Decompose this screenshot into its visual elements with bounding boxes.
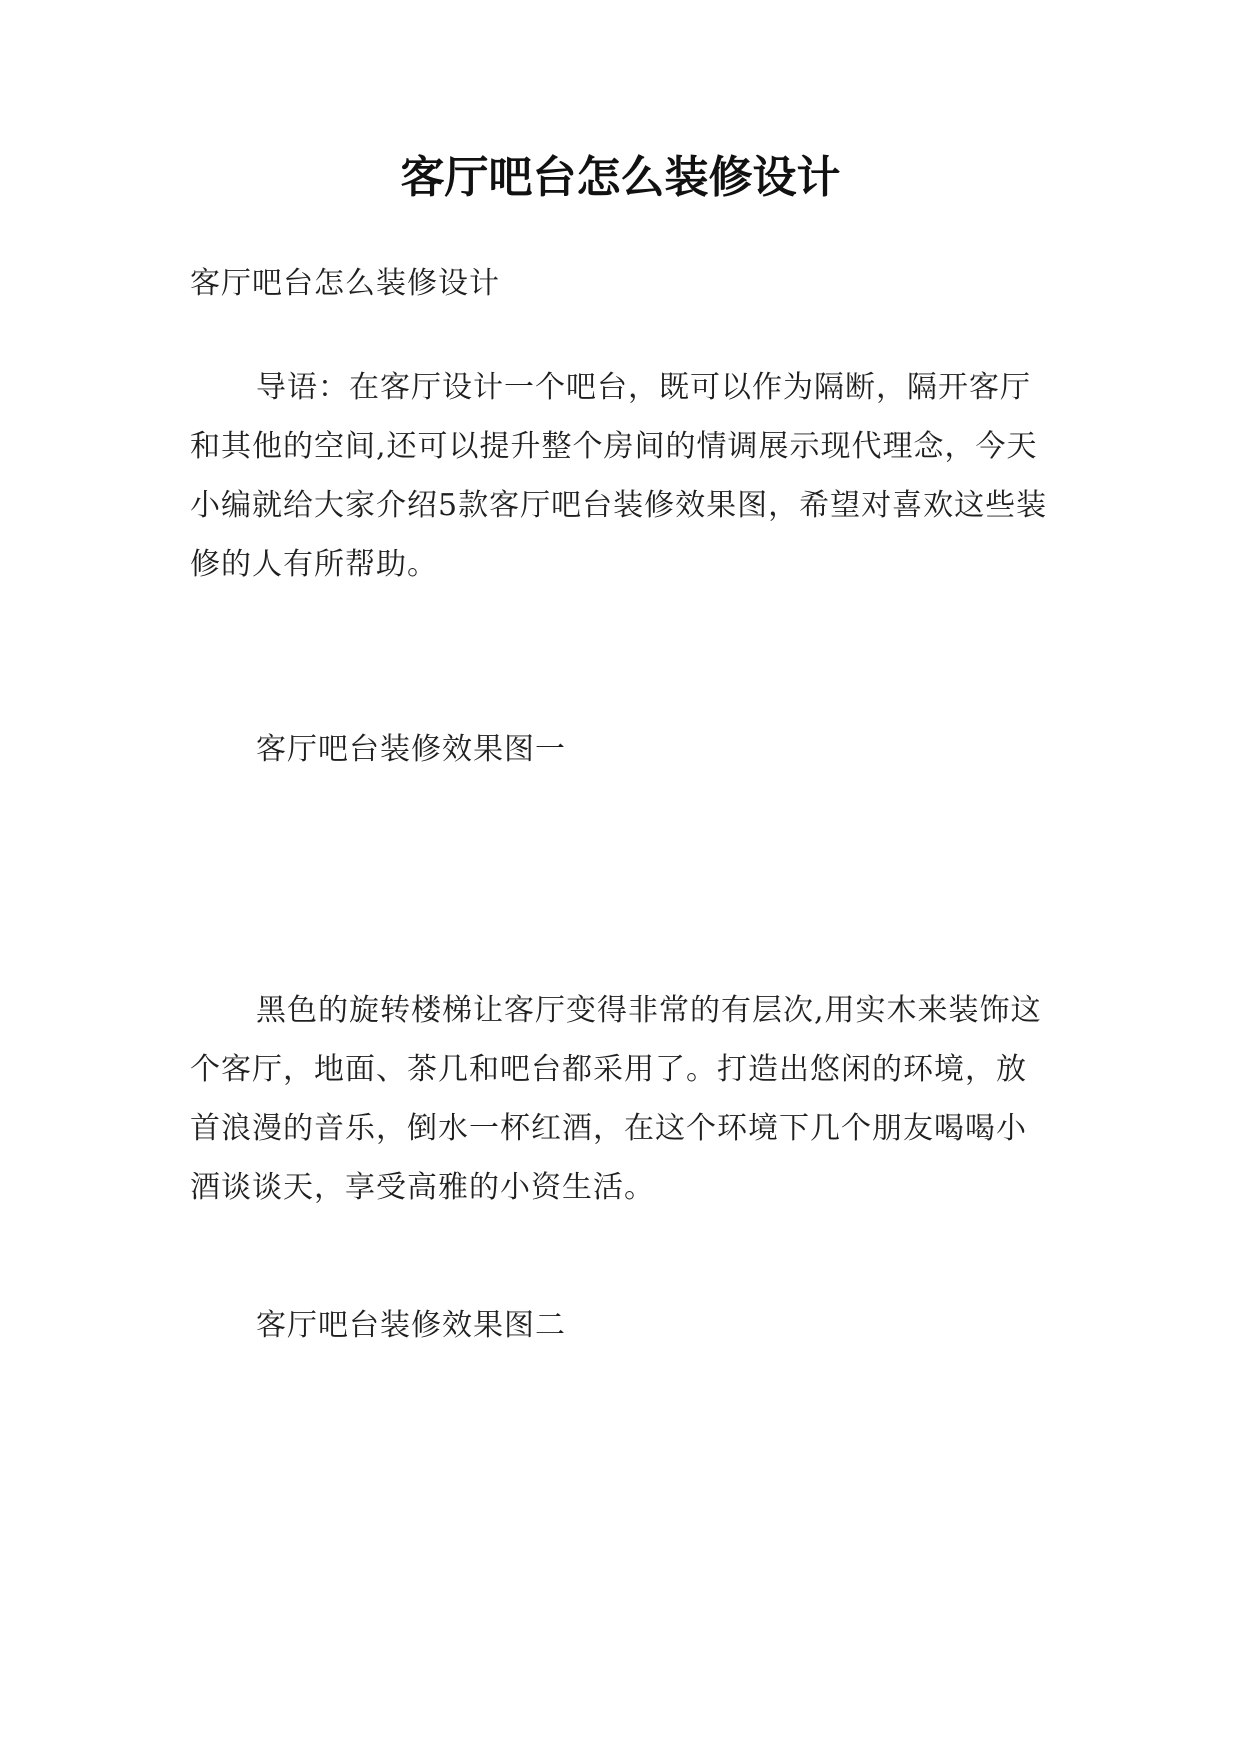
section-paragraph-1: 黑色的旋转楼梯让客厅变得非常的有层次,用实木来装饰这个客厅，地面、茶几和吧台都采用了。打造出悠闲的环境，放首浪漫的音乐，倒水一杯红酒，在这个环境下几个朋友喝喝小酒谈谈天，享受高雅的小资生活。 [190, 993, 1042, 1205]
document-title: 客厅吧台怎么装修设计 [400, 152, 841, 203]
document-subtitle: 客厅吧台怎么装修设计 [190, 266, 500, 301]
section-heading-1: 客厅吧台装修效果图一 [256, 732, 566, 767]
section-heading-2: 客厅吧台装修效果图二 [256, 1308, 566, 1343]
intro-paragraph: 导语：在客厅设计一个吧台，既可以作为隔断，隔开客厅和其他的空间,还可以提升整个房间的情调展示现代理念，今天小编就给大家介绍5款客厅吧台装修效果图，希望对喜欢这些装修的人有所帮助。 [190, 370, 1048, 582]
